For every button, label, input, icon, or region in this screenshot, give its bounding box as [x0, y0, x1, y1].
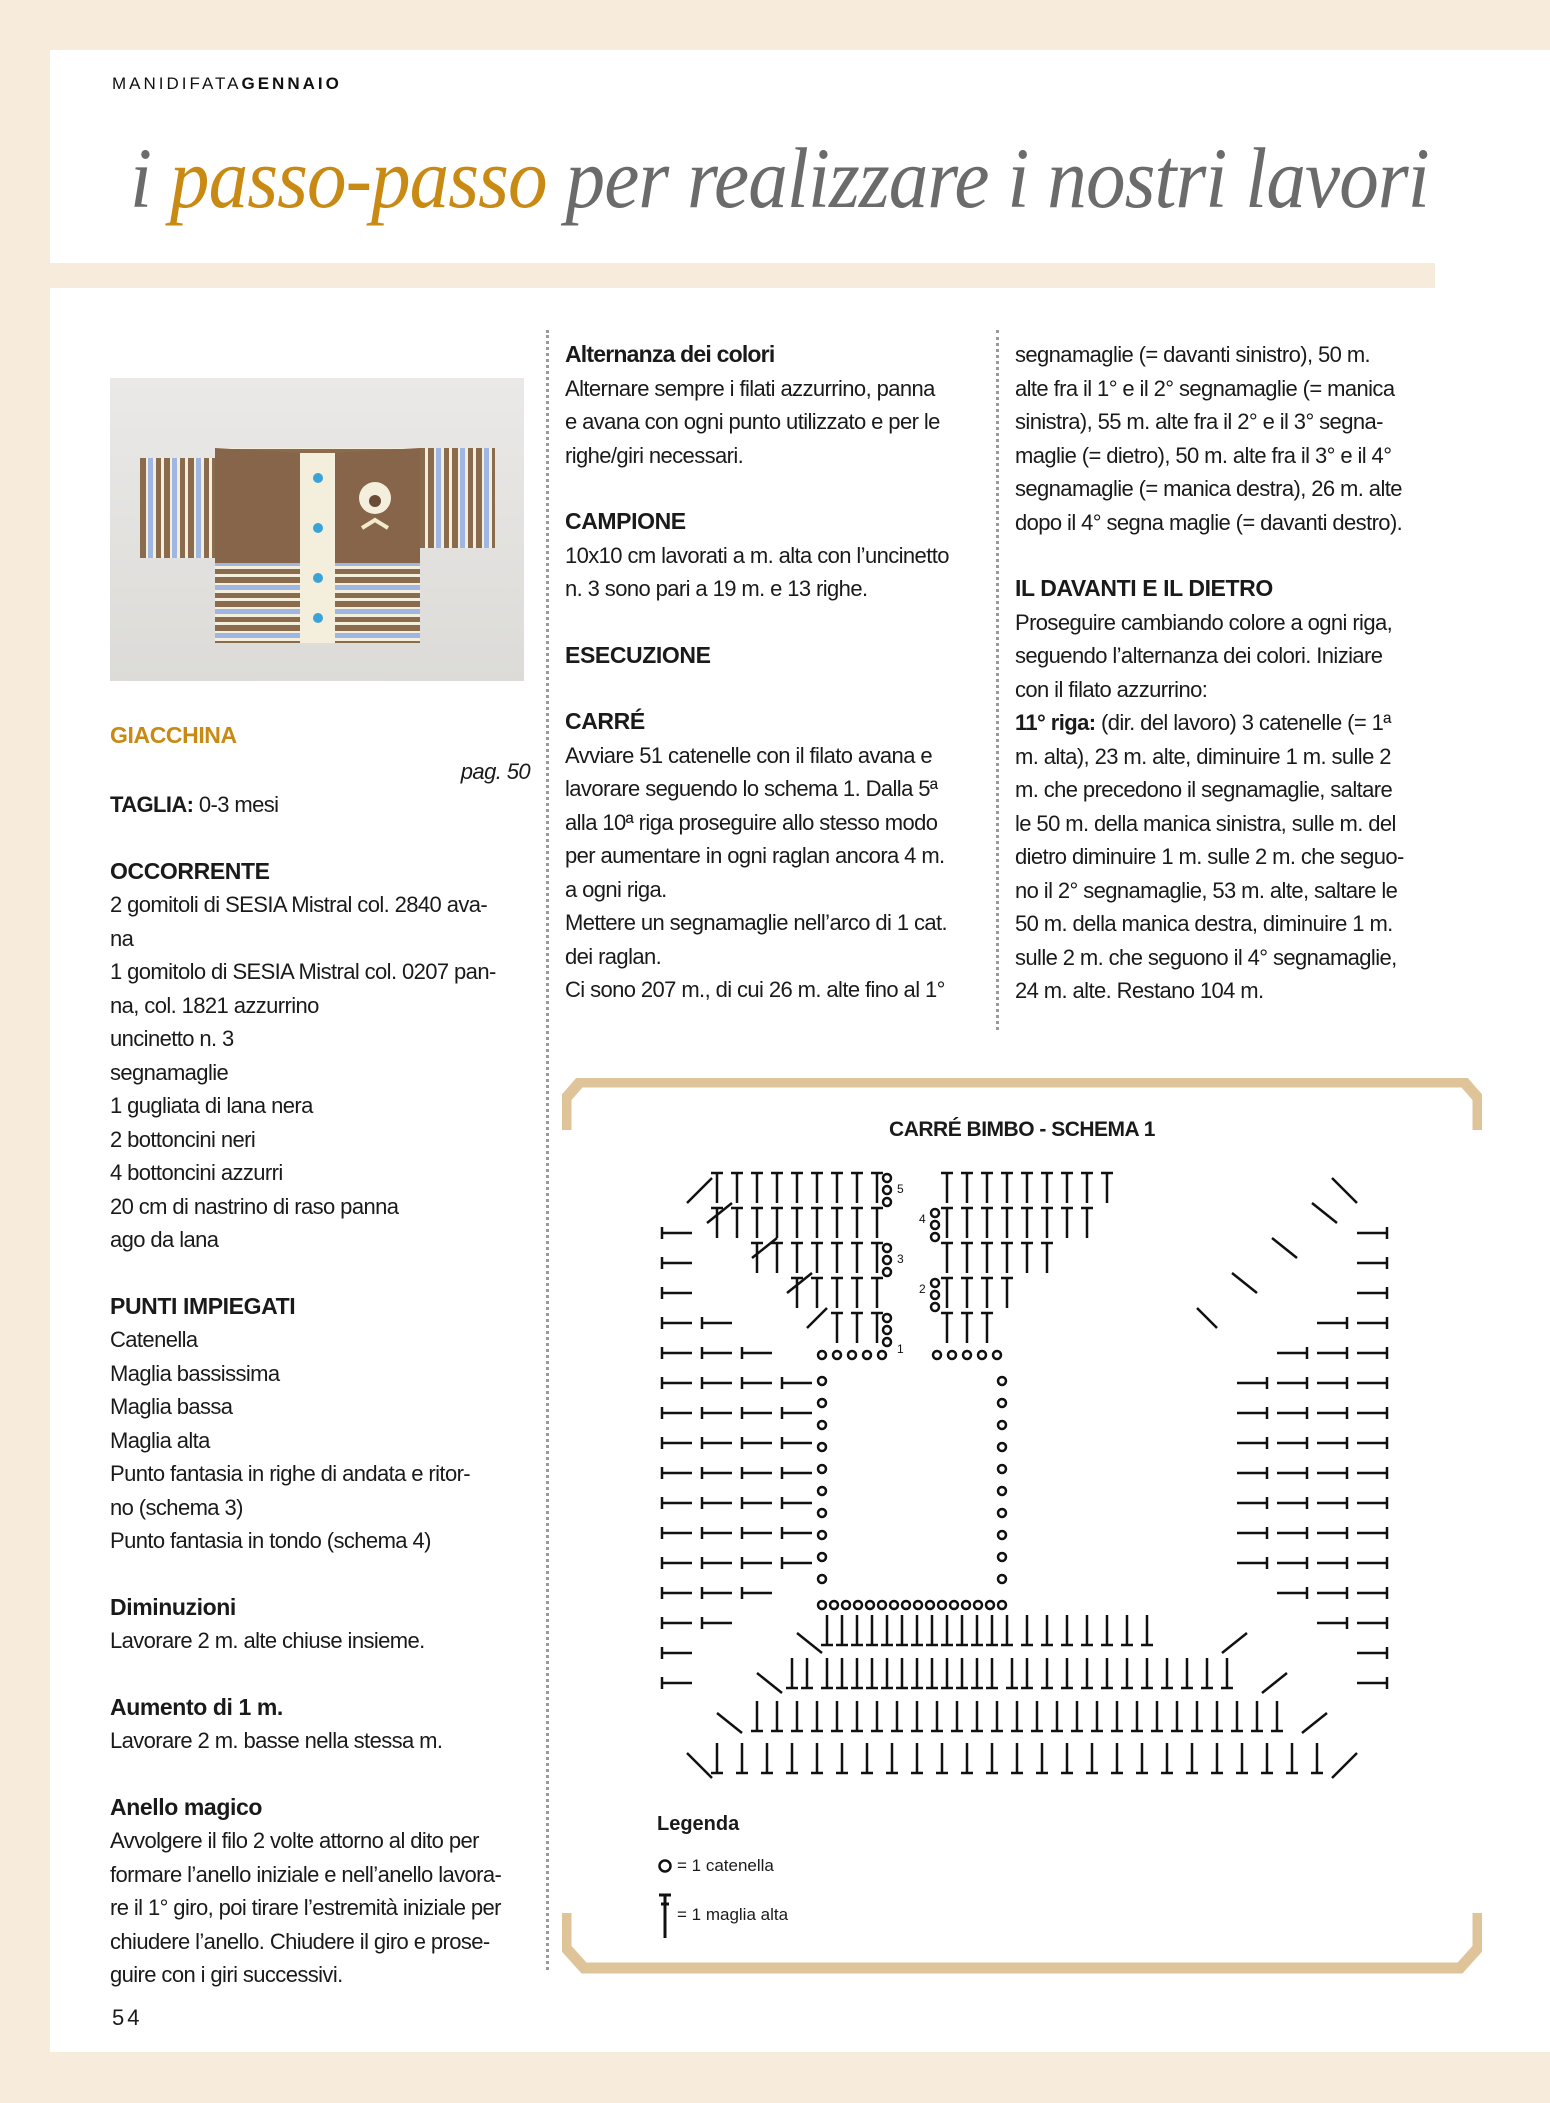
- chain-circle-icon: [657, 1858, 673, 1874]
- aumento-text: Lavorare 2 m. basse nella stessa m.: [110, 1728, 443, 1753]
- text-line: alla 10ª riga proseguire allo stesso modo: [565, 809, 938, 835]
- material-item: ago da lana: [110, 1227, 219, 1252]
- text-line: formare l’anello iniziale e nell’anello lavora-: [110, 1861, 502, 1887]
- magazine-page: [50, 50, 1550, 2052]
- text-line: dopo il 4° segna maglie (= davanti destro).: [1015, 509, 1403, 535]
- size-label: TAGLIA:: [110, 792, 194, 817]
- punti-heading: PUNTI IMPIEGATI: [110, 1292, 296, 1319]
- header-divider-band: [50, 263, 1435, 288]
- row-11-line: [1015, 706, 1440, 740]
- text-line: m. alta), 23 m. alte, diminuire 1 m. sulle 2: [1015, 743, 1391, 769]
- text-line: Avvolgere il filo 2 volte attorno al dito per: [110, 1828, 479, 1853]
- carre-heading: CARRÉ: [565, 708, 645, 734]
- row-number-5: 5: [897, 1182, 904, 1196]
- materials-list: [110, 888, 530, 1257]
- anello-text: [110, 1824, 530, 1992]
- text-line: segnamaglie (= manica destra), 26 m. alte: [1015, 476, 1402, 501]
- text-line: lavorare seguendo lo schema 1. Dalla 5ª: [565, 776, 938, 801]
- diminuzioni-text: Lavorare 2 m. alte chiuse insieme.: [110, 1628, 425, 1653]
- row-label: 11° riga:: [1015, 710, 1096, 735]
- project-photo: [110, 378, 524, 681]
- material-item: 2 gomitoli di SESIA Mistral col. 2840 ava-: [110, 892, 488, 917]
- text-line: guire con i giri successivi.: [110, 1962, 343, 1987]
- material-item: na: [110, 925, 134, 951]
- text-line: Ci sono 207 m., di cui 26 m. alte fino al 1°: [565, 977, 945, 1002]
- issue-month: GENNAIO: [241, 74, 342, 93]
- aumento-heading: Aumento di 1 m.: [110, 1693, 283, 1720]
- carre-text: [565, 739, 985, 1007]
- size-line: [110, 788, 530, 822]
- text-line: sulle 2 m. che seguono il 4° segnamaglie,: [1015, 944, 1397, 970]
- column-divider: [546, 330, 549, 1970]
- text-line: sinistra), 55 m. alte fra il 2° e il 3° segna-: [1015, 409, 1383, 434]
- chart-legend: [657, 1813, 788, 1954]
- text-line: maglie (= dietro), 50 m. alte fra il 3° e il 4°: [1015, 442, 1392, 468]
- material-item: 2 bottoncini neri: [110, 1126, 256, 1152]
- text-line: 24 m. alte. Restano 104 m.: [1015, 978, 1264, 1003]
- stitch-item: Maglia bassissima: [110, 1360, 280, 1386]
- cardigan-image: [140, 433, 495, 643]
- text-line: n. 3 sono pari a 19 m. e 13 righe.: [565, 576, 868, 601]
- page-title: [130, 128, 1429, 228]
- title-rest: per realizzare i nostri lavori: [546, 130, 1429, 226]
- text-line: seguendo l’alternanza dei colori. Iniziare: [1015, 643, 1383, 668]
- stitch-item: Punto fantasia in tondo (schema 4): [110, 1528, 431, 1553]
- row-number-4: 4: [919, 1212, 926, 1226]
- text-line: righe/giri necessari.: [565, 442, 744, 468]
- material-item: 1 gomitolo di SESIA Mistral col. 0207 pan-: [110, 959, 496, 984]
- page-reference: pag. 50: [460, 758, 530, 784]
- stitch-item: Punto fantasia in righe di andata e ritor-: [110, 1461, 471, 1486]
- stitch-item: Catenella: [110, 1327, 198, 1352]
- text-line: (dir. del lavoro) 3 catenelle (= 1ª: [1095, 710, 1391, 735]
- magazine-name: MANIDIFATA: [112, 74, 242, 93]
- carre-text-continued: [1015, 338, 1440, 539]
- text-line: Avviare 51 catenelle con il filato avana e: [565, 742, 932, 768]
- text-line: alte fra il 1° e il 2° segnamaglie (= manica: [1015, 375, 1395, 401]
- material-item: 1 gugliata di lana nera: [110, 1093, 313, 1118]
- text-line: con il filato azzurrino:: [1015, 676, 1208, 702]
- title-prefix: i: [130, 130, 170, 226]
- text-line: segnamaglie (= davanti sinistro), 50 m.: [1015, 342, 1371, 367]
- text-line: 50 m. della manica destra, diminuire 1 m.: [1015, 911, 1393, 936]
- alternanza-text: [565, 372, 985, 473]
- esecuzione-heading: ESECUZIONE: [565, 641, 711, 668]
- legend-label: = 1 catenella: [677, 1856, 774, 1875]
- text-line: 10x10 cm lavorati a m. alta con l’uncinetto: [565, 542, 949, 568]
- legend-label: = 1 maglia alta: [677, 1905, 789, 1924]
- text-line: chiudere l’anello. Chiudere il giro e prose-: [110, 1928, 490, 1954]
- campione-text: [565, 539, 985, 606]
- material-item: 20 cm di nastrino di raso panna: [110, 1193, 399, 1219]
- material-item: uncinetto n. 3: [110, 1026, 234, 1051]
- text-line: le 50 m. della manica sinistra, sulle m. del: [1015, 810, 1396, 836]
- column-middle: [565, 338, 985, 1007]
- occorrente-heading: OCCORRENTE: [110, 857, 270, 884]
- title-accent: passo-passo: [169, 130, 547, 226]
- text-line: a ogni riga.: [565, 876, 667, 902]
- diminuzioni-heading: Diminuzioni: [110, 1593, 236, 1620]
- text-line: Alternare sempre i filati azzurrino, panna: [565, 375, 935, 401]
- campione-heading: CAMPIONE: [565, 508, 686, 534]
- crochet-chart-diagram: [657, 1163, 1397, 1783]
- text-line: e avana con ogni punto utilizzato e per le: [565, 409, 940, 434]
- text-line: no il 2° segnamaglie, 53 m. alte, saltare le: [1015, 877, 1398, 903]
- text-line: dietro diminuire 1 m. sulle 2 m. che seguo-: [1015, 844, 1404, 869]
- material-item: segnamaglie: [110, 1059, 229, 1085]
- stitch-item: Maglia bassa: [110, 1394, 233, 1419]
- row-number-1: 1: [897, 1342, 904, 1356]
- material-item: na, col. 1821 azzurrino: [110, 992, 319, 1018]
- material-item: 4 bottoncini azzurri: [110, 1160, 283, 1185]
- column-left: [110, 338, 530, 1992]
- schema-title: CARRÉ BIMBO - SCHEMA 1: [889, 1118, 1155, 1141]
- legend-item-double-crochet: [657, 1890, 788, 1940]
- davanti-heading: IL DAVANTI E IL DIETRO: [1015, 575, 1273, 601]
- legend-title: Legenda: [657, 1813, 740, 1835]
- schema-box: [562, 1078, 1482, 1988]
- double-crochet-icon: [657, 1890, 673, 1940]
- stitch-item: Maglia alta: [110, 1427, 210, 1453]
- anello-heading: Anello magico: [110, 1793, 262, 1820]
- text-line: dei raglan.: [565, 943, 662, 969]
- davanti-text: [1015, 606, 1440, 1008]
- alternanza-heading: Alternanza dei colori: [565, 341, 775, 367]
- text-line: per aumentare in ogni raglan ancora 4 m.: [565, 843, 945, 868]
- text-line: Proseguire cambiando colore a ogni riga,: [1015, 609, 1393, 635]
- size-value: 0-3 mesi: [193, 792, 279, 817]
- project-name: GIACCHINA: [110, 722, 237, 748]
- running-header: [112, 74, 342, 94]
- column-right: [1015, 338, 1440, 1008]
- stitch-item: no (schema 3): [110, 1494, 243, 1520]
- text-line: Mettere un segnamaglie nell’arco di 1 cat.: [565, 910, 948, 935]
- page-number: 54: [112, 2005, 143, 2030]
- row-number-2: 2: [919, 1282, 926, 1296]
- row-number-3: 3: [897, 1252, 904, 1266]
- text-line: re il 1° giro, poi tirare l’estremità iniziale per: [110, 1895, 501, 1920]
- text-line: m. che precedono il segnamaglie, saltare: [1015, 777, 1393, 802]
- legend-item-chain: [657, 1856, 788, 1876]
- stitches-list: [110, 1323, 530, 1558]
- column-divider: [996, 330, 999, 1030]
